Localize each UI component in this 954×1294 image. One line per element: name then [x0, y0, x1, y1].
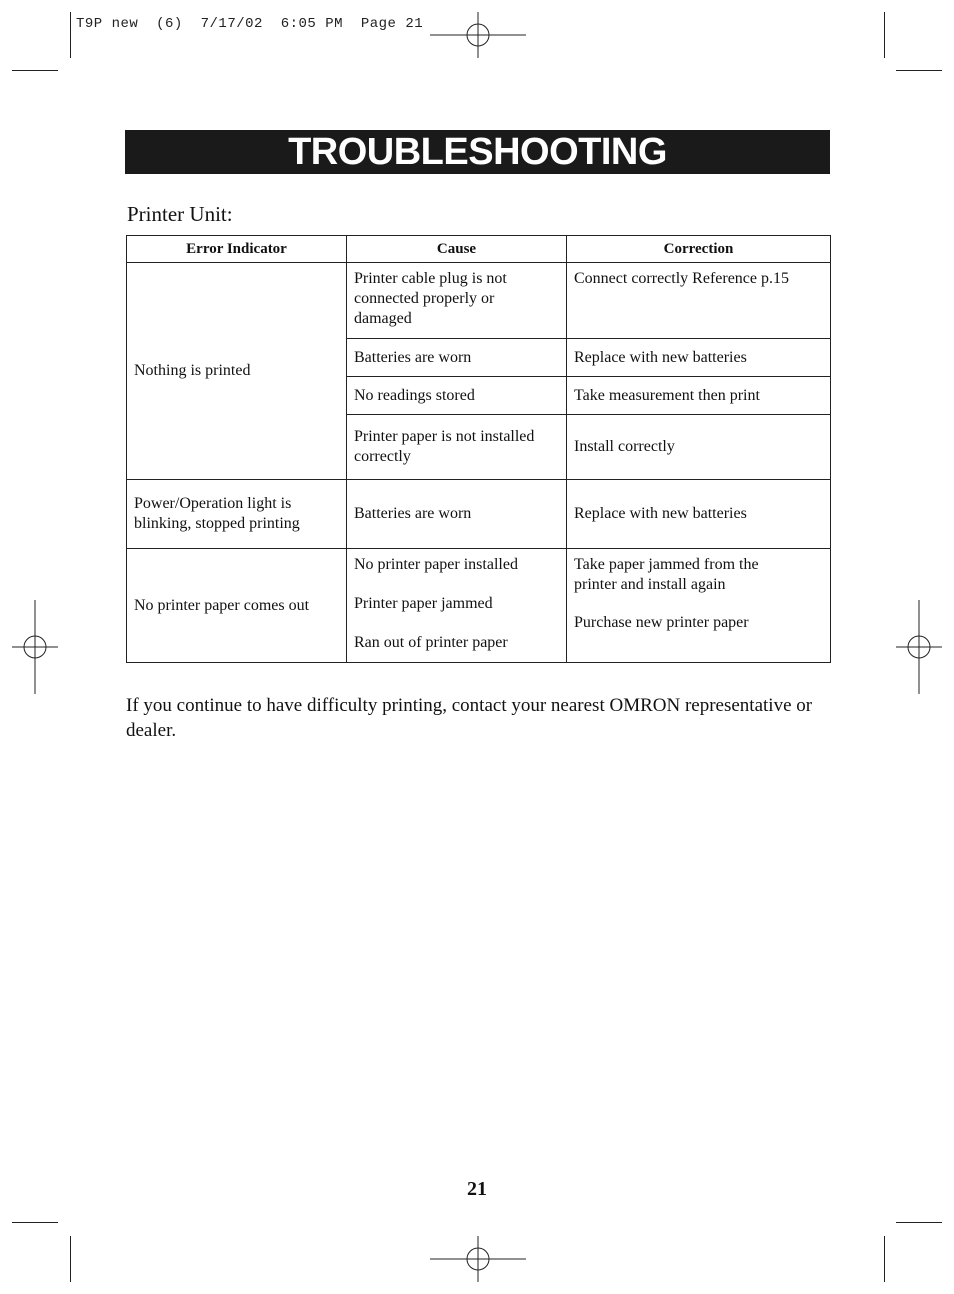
page-number: 21: [467, 1178, 487, 1200]
table-row: [127, 263, 831, 339]
registration-mark-icon: [430, 12, 526, 58]
crop-mark: [70, 12, 71, 58]
correction-cell: Take measurement then print: [567, 377, 831, 415]
column-header-correction: Correction: [567, 236, 831, 263]
correction-cell: Replace with new batteries: [567, 339, 831, 377]
contact-note: If you continue to have difficulty printing, contact your nearest OMRON representative or dealer.: [126, 695, 813, 741]
column-header-error-indicator: Error Indicator: [127, 236, 347, 263]
registration-mark-icon: [12, 600, 58, 694]
correction-line: Take paper jammed from the printer and install again: [574, 556, 759, 593]
correction-cell: Replace with new batteries: [567, 480, 831, 549]
troubleshooting-table: [126, 235, 831, 663]
crop-mark: [896, 1222, 942, 1223]
registration-mark-icon: [896, 600, 942, 694]
table-row: [127, 549, 831, 663]
cause-cell: Printer paper is not installed correctly: [347, 415, 567, 480]
column-header-cause: Cause: [347, 236, 567, 263]
correction-cell: Install correctly: [567, 415, 831, 480]
crop-mark: [884, 12, 885, 58]
cause-cell: Batteries are worn: [347, 480, 567, 549]
table-row: [127, 480, 831, 549]
error-indicator-cell: No printer paper comes out: [127, 549, 347, 663]
page-title: TROUBLESHOOTING: [125, 130, 830, 174]
table-header-row: [127, 236, 831, 263]
section-subtitle: Printer Unit:: [127, 202, 233, 226]
cause-line: Printer paper jammed: [354, 595, 493, 612]
cause-cell: Batteries are worn: [347, 339, 567, 377]
cause-cell: Printer cable plug is not connected properly or damaged: [347, 263, 567, 339]
crop-mark: [896, 70, 942, 71]
crop-mark: [12, 70, 58, 71]
correction-cell: [567, 549, 831, 663]
print-slug: T9P new (6) 7/17/02 6:05 PM Page 21: [76, 16, 424, 32]
registration-mark-icon: [430, 1236, 526, 1282]
crop-mark: [12, 1222, 58, 1223]
correction-cell: Connect correctly Reference p.15: [567, 263, 831, 339]
crop-mark: [70, 1236, 71, 1282]
crop-mark: [884, 1236, 885, 1282]
cause-line: No printer paper installed: [354, 556, 518, 573]
cause-line: Ran out of printer paper: [354, 634, 508, 651]
cause-cell: No readings stored: [347, 377, 567, 415]
error-indicator-cell: Nothing is printed: [127, 263, 347, 480]
cause-cell: [347, 549, 567, 663]
error-indicator-cell: Power/Operation light is blinking, stopped printing: [127, 480, 347, 549]
correction-line: Purchase new printer paper: [574, 614, 749, 631]
